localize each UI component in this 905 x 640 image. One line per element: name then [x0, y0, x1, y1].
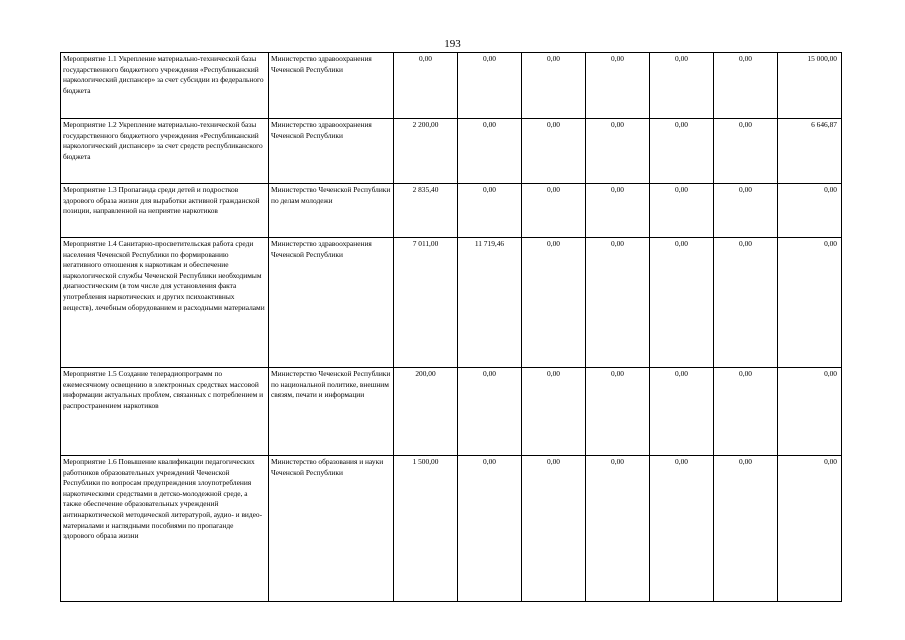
value-cell: 2 835,40 [394, 184, 458, 238]
value-cell: 0,00 [522, 368, 586, 456]
value-cell: 2 200,00 [394, 119, 458, 184]
value-cell: 0,00 [522, 456, 586, 602]
event-name: Мероприятие 1.1 Укрепление материально-технической базы государственного бюджетного учреждения «Республиканский наркологический диспансер» за счет субсидии из федерального бюджета [61, 53, 269, 119]
value-cell: 0,00 [458, 53, 522, 119]
value-cell: 0,00 [522, 184, 586, 238]
event-name: Мероприятие 1.4 Санитарно-просветительская работа среди населения Чеченской Республики по формированию негативного отношения к наркотикам и обеспечение наркологической службы Чеченской Республики необходимым диагностическим (в том числе для установления факта употребления наркотических и других психоактивных веществ), лечебным оборудованием и расходными материалами [61, 238, 269, 368]
value-cell: 0,00 [650, 456, 714, 602]
value-cell: 0,00 [458, 184, 522, 238]
value-cell: 0,00 [586, 184, 650, 238]
value-cell: 0,00 [458, 368, 522, 456]
value-cell: 0,00 [650, 368, 714, 456]
value-cell: 0,00 [778, 238, 842, 368]
executor: Министерство здравоохранения Чеченской Республики [269, 238, 394, 368]
budget-table [60, 52, 842, 602]
executor: Министерство Чеченской Республики по национальной политике, внешним связям, печати и информации [269, 368, 394, 456]
table-row [61, 53, 842, 119]
value-cell: 11 719,46 [458, 238, 522, 368]
table-row [61, 368, 842, 456]
table-row [61, 238, 842, 368]
executor: Министерство образования и науки Чеченской Республики [269, 456, 394, 602]
event-name: Мероприятие 1.3 Пропаганда среди детей и подростков здорового образа жизни для выработки активной гражданской позиции, направленной на неприятие наркотиков [61, 184, 269, 238]
value-cell: 0,00 [522, 119, 586, 184]
table-row [61, 184, 842, 238]
event-name: Мероприятие 1.2 Укрепление материально-технической базы государственного бюджетного учреждения «Республиканский наркологический диспансер» за счет средств республиканского бюджета [61, 119, 269, 184]
value-cell: 0,00 [778, 456, 842, 602]
event-name: Мероприятие 1.6 Повышение квалификации педагогических работников образовательных учреждений Чеченской Республики по вопросам предупреждения злоупотребления наркотическими средствами в детско-молодежной среде, а также обеспечение образовательных учреждений антинаркотической методической литературой, аудио- и видео-материалами и наглядными пособиями по пропаганде здорового образа жизни [61, 456, 269, 602]
value-cell: 0,00 [778, 184, 842, 238]
value-cell: 0,00 [522, 238, 586, 368]
value-cell: 0,00 [586, 238, 650, 368]
executor: Министерство Чеченской Республики по делам молодежи [269, 184, 394, 238]
value-cell: 0,00 [714, 368, 778, 456]
event-name: Мероприятие 1.5 Создание телерадиопрограмм по ежемесячному освещению в электронных средствах массовой информации актуальных проблем, связанных с потреблением и распространением наркотиков [61, 368, 269, 456]
value-cell: 0,00 [650, 184, 714, 238]
value-cell: 6 646,87 [778, 119, 842, 184]
value-cell: 0,00 [650, 238, 714, 368]
value-cell: 0,00 [522, 53, 586, 119]
value-cell: 1 500,00 [394, 456, 458, 602]
value-cell: 200,00 [394, 368, 458, 456]
table-row [61, 456, 842, 602]
value-cell: 0,00 [714, 119, 778, 184]
value-cell: 0,00 [650, 53, 714, 119]
value-cell: 0,00 [714, 184, 778, 238]
value-cell: 0,00 [650, 119, 714, 184]
executor: Министерство здравоохранения Чеченской Республики [269, 53, 394, 119]
value-cell: 7 011,00 [394, 238, 458, 368]
value-cell: 0,00 [586, 119, 650, 184]
value-cell: 15 000,00 [778, 53, 842, 119]
page-number: 193 [444, 38, 461, 50]
value-cell: 0,00 [586, 456, 650, 602]
table-row [61, 119, 842, 184]
value-cell: 0,00 [458, 119, 522, 184]
value-cell: 0,00 [394, 53, 458, 119]
value-cell: 0,00 [458, 456, 522, 602]
value-cell: 0,00 [714, 238, 778, 368]
value-cell: 0,00 [714, 456, 778, 602]
executor: Министерство здравоохранения Чеченской Республики [269, 119, 394, 184]
value-cell: 0,00 [714, 53, 778, 119]
value-cell: 0,00 [586, 53, 650, 119]
value-cell: 0,00 [778, 368, 842, 456]
value-cell: 0,00 [586, 368, 650, 456]
